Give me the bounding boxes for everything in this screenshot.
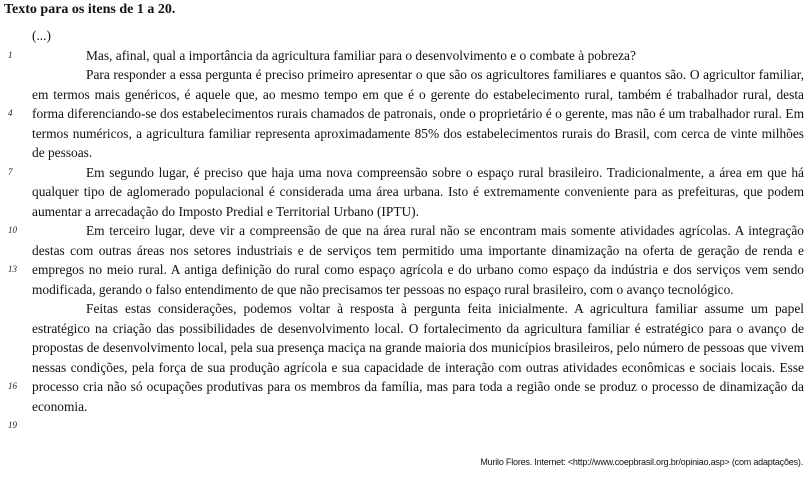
source-citation: Murilo Flores. Internet: <http://www.coepbrasil.org.br/opiniao.asp> (com adaptações). xyxy=(480,457,803,467)
line-number-16: 16 xyxy=(8,381,17,391)
ellipsis: (...) xyxy=(32,28,51,43)
article-text xyxy=(32,26,804,416)
line-number-4: 4 xyxy=(8,108,13,118)
line-number-10: 10 xyxy=(8,225,17,235)
paragraph-2: Para responder a essa pergunta é preciso primeiro apresentar o que são os agricultores familiares e quantos são. O agricultor familiar, em termos mais genéricos, é aquele que, ao mesmo tempo em que é o gerente do estabelecimento rural, também é trabalhador rural, desta forma diferenciando-se dos estabelecimentos rurais chamados de patronais, onde o proprietário é o gerente, mas não é um trabalhador rural. Em termos numéricos, a agricultura familiar representa aproximadamente 85% dos estabelecimentos rurais do Brasil, com cerca de vinte milhões de pessoas. xyxy=(32,67,804,160)
section-title: Texto para os itens de 1 a 20. xyxy=(4,2,176,17)
line-number-1: 1 xyxy=(8,50,13,60)
paragraph-4: Em terceiro lugar, deve vir a compreensão de que na área rural não se encontram mais somente atividades agrícolas. A integração destas com outras áreas nos setores industriais e de serviços tem permitido uma importante dinamização na oferta de geração de renda e empregos no meio rural. A antiga definição do rural como espaço agrícola e do urbano como espaço da indústria e dos serviços vem sendo modificada, gerando o falso entendimento de que não precisamos ter pessoas no espaço rural brasileiro, com o avanço tecnológico. xyxy=(32,223,804,297)
paragraph-5: Feitas estas considerações, podemos voltar à resposta à pergunta feita inicialmente. A agricultura familiar assume um papel estratégico na criação das possibilidades de desenvolvimento local. O fortalecimento da agricultura familiar é estratégico para o avanço de propostas de desenvolvimento local, pela sua presença maciça na grande maioria dos municípios brasileiros, pelo número de pessoas que vivem nessas condições, pela força de sua produção agrícola e sua capacidade de interação com outras atividades econômicas e sociais locais. Esse processo cria não só ocupações produtivas para os membros da família, mas para toda a região onde se produz o processo de dinamização da economia. xyxy=(32,301,804,414)
paragraph-1: Mas, afinal, qual a importância da agricultura familiar para o desenvolvimento e o combate à pobreza? xyxy=(86,47,636,63)
line-number-19: 19 xyxy=(8,420,17,430)
line-number-7: 7 xyxy=(8,167,13,177)
paragraph-3: Em segundo lugar, é preciso que haja uma nova compreensão sobre o espaço rural brasileiro. Tradicionalmente, a área em que há qualquer tipo de aglomerado populacional é considerada uma área urbana. Isto é extremamente conveniente para as prefeituras, que podem aumentar a arrecadação do Imposto Predial e Territorial Urbano (IPTU). xyxy=(32,164,804,219)
line-number-13: 13 xyxy=(8,264,17,274)
